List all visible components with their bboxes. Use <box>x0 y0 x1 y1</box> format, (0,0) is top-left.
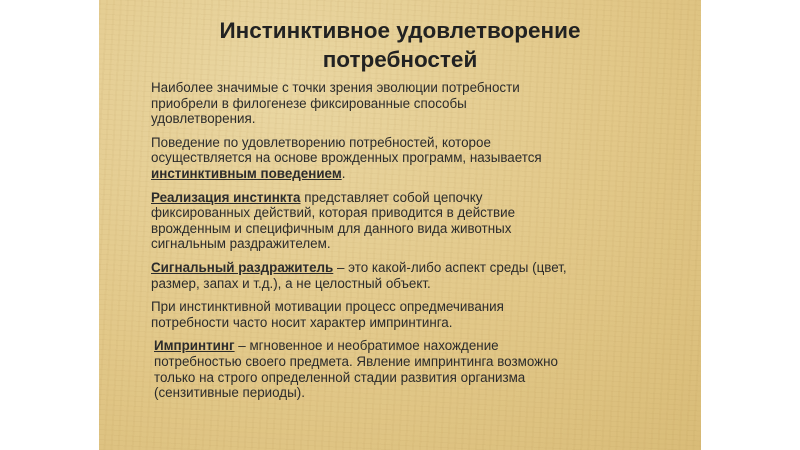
paragraph-motivation: При инстинктивной мотивации процесс опредмечивания потребности часто носит характер импринтинга. <box>151 299 504 330</box>
slide-title: Инстинктивное удовлетворение потребностей <box>219 18 581 72</box>
paragraph-text: – мгновенное и необратимое нахождение потребностью своего предмета. Явление импринтинга возможно только на строго определенной стадии развития организма (сензитивные периоды). <box>154 338 558 401</box>
paragraph-imprinting <box>151 338 651 400</box>
slide-body <box>151 80 651 409</box>
paragraph-instinct-realization <box>151 190 651 252</box>
paragraph-evolution: Наиболее значимые с точки зрения эволюции потребности приобрели в филогенезе фиксированные способы удовлетворения. <box>151 80 520 127</box>
term-imprinting: Импринтинг <box>154 338 235 354</box>
paragraph-instinctive-behavior <box>151 135 651 182</box>
paragraph-text: – это какой-либо аспект среды (цвет, размер, запах и т.д.), а не целостный объект. <box>151 259 567 291</box>
paragraph-text: Поведение по удовлетворению потребностей, которое осуществляется на основе врожденных программ, называется <box>151 134 542 166</box>
term-instinctive-behavior: инстинктивным поведением <box>151 165 342 181</box>
term-signal-stimulus: Сигнальный раздражитель <box>151 259 334 275</box>
slide <box>99 0 701 450</box>
paragraph-signal-stimulus <box>151 260 651 291</box>
term-instinct-realization: Реализация инстинкта <box>151 189 301 205</box>
paragraph-text: . <box>341 165 346 181</box>
paragraph-text: представляет собой цепочку фиксированных действий, которая приводится в действие врожденным и специфичным для данного вида животных сигнальным раздражителем. <box>151 189 516 252</box>
